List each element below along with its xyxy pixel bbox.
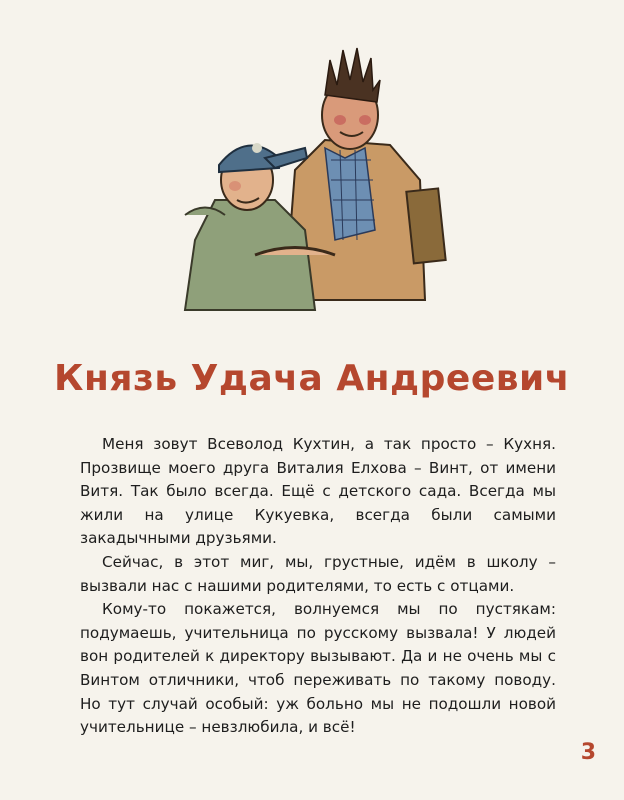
page-number: 3 <box>580 740 596 765</box>
body-text <box>80 433 556 740</box>
paragraph: Сейчас, в этот миг, мы, грустные, идём в школу – вызвали нас с нашими родителями, то есть с отцами. <box>80 552 556 595</box>
chapter-title: Князь Удача Андреевич <box>54 358 570 399</box>
paragraph: Кому-то покажется, волнуемся мы по пустякам: подумаешь, учительница по русскому вызвала! У людей вон родителей к директору вызывают. Да и не очень мы с Винтом отличники, чтоб переживать по такому поводу. Но тут случай особый: уж больно мы не подошли новой учительнице – невзлюбила, и всё! <box>80 600 556 737</box>
paragraph: Меня зовут Всеволод Кухтин, а так просто – Кухня. Прозвище моего друга Виталия Елхова – Винт, от имени Витя. Так было всегда. Ещё с детского сада. Всегда мы жили на улице Кукуевка, всегда были самыми закадычными друзьями. <box>80 435 556 548</box>
two-boys-illustration <box>175 40 455 315</box>
